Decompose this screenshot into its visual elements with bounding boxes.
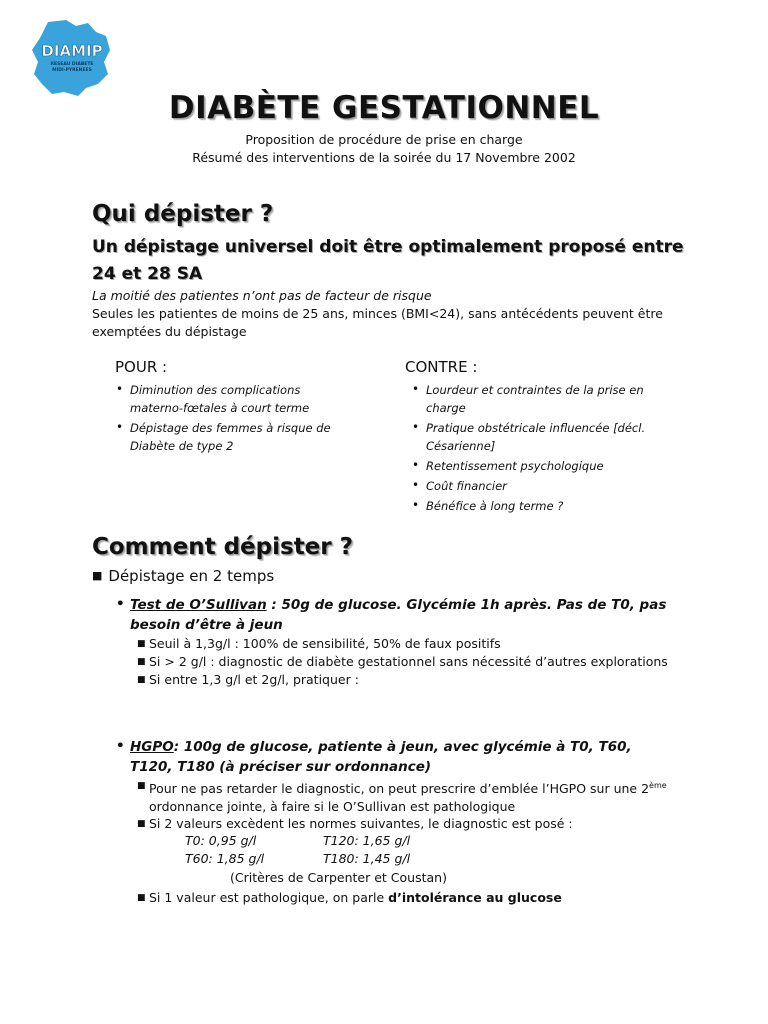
note-facteur-risque: La moitié des patientes n’ont pas de facteur de risque [92, 288, 432, 303]
list-item: ■ Si > 2 g/l : diagnostic de diabète gestationnel sans nécessité d’autres explorations [137, 653, 677, 671]
bullet-icon: • [116, 738, 125, 754]
list-item: ■ Seuil à 1,3g/l : 100% de sensibilité, 50% de faux positifs [137, 635, 677, 653]
square-bullet-icon: ■ [92, 569, 103, 582]
page-subtitle-2: Résumé des interventions de la soirée du 17 Novembre 2002 [192, 150, 576, 165]
osullivan-text: : 50g de glucose. Glycémie 1h après. Pas de T0, pas besoin d’être à jeun [130, 597, 667, 633]
diamip-logo [30, 18, 114, 98]
hgpo-item [116, 737, 676, 777]
list-item: • Pratique obstétricale influencée [décl. Césarienne] [412, 419, 662, 455]
list-item: • Bénéfice à long terme ? [412, 497, 662, 515]
list-item: • Diminution des complications materno-fœtales à court terme [116, 381, 356, 417]
hgpo-text: : 100g de glucose, patiente à jeun, avec glycémie à T0, T60, T120, T180 (à préciser sur ordonnance) [130, 739, 632, 775]
hgpo-label: HGPO [130, 739, 174, 755]
subheading-depistage-universel: Un dépistage universel doit être optimalement proposé entre 24 et 28 SA [92, 237, 684, 284]
pour-list [116, 381, 356, 457]
list-item: ■ Si 2 valeurs excèdent les normes suivantes, le diagnostic est posé : [137, 815, 677, 833]
hgpo-sublist-3 [137, 889, 677, 907]
logo-text: DIAMIP [41, 42, 103, 60]
logo-subtext-2: MIDI-PYRENEES [52, 68, 92, 73]
contre-heading: CONTRE : [405, 358, 478, 376]
section-heading-comment-depister: Comment dépister ? [92, 534, 353, 560]
hgpo-sublist-2 [137, 815, 677, 833]
osullivan-sublist [137, 635, 677, 689]
page-subtitle-1: Proposition de procédure de prise en charge [245, 132, 523, 147]
value-t180: T180: 1,45 g/l [323, 851, 411, 866]
osullivan-label: Test de O’Sullivan [130, 597, 267, 613]
bullet-depistage-2-temps [92, 567, 274, 585]
page-title: DIABÈTE GESTATIONNEL [168, 90, 600, 126]
criteres-carpenter-coustan: (Critères de Carpenter et Coustan) [230, 870, 447, 885]
list-item: • Lourdeur et contraintes de la prise en charge [412, 381, 662, 417]
list-item: • Coût financier [412, 477, 662, 495]
section-heading-qui-depister: Qui dépister ? [92, 201, 274, 227]
list-item: ■ Si entre 1,3 g/l et 2g/l, pratiquer : [137, 671, 677, 689]
bullet-icon: • [116, 596, 125, 612]
bullet-text: Dépistage en 2 temps [108, 567, 275, 585]
contre-list [412, 381, 662, 517]
list-item: • Retentissement psychologique [412, 457, 662, 475]
list-item: • Dépistage des femmes à risque de Diabète de type 2 [116, 419, 356, 455]
note-exemption: Seules les patientes de moins de 25 ans, minces (BMI<24), sans antécédents peuvent être exemptées du dépistage [92, 306, 663, 339]
pour-heading: POUR : [115, 358, 168, 376]
list-item: ■ Si 1 valeur est pathologique, on parle d’intolérance au glucose [137, 889, 677, 907]
osullivan-item [116, 595, 676, 635]
list-item: ■ Pour ne pas retarder le diagnostic, on peut prescrire d’emblée l’HGPO sur une 2ème ordonnance jointe, à faire si le O’Sullivan est pathologique [137, 777, 677, 816]
value-t120: T120: 1,65 g/l [323, 833, 411, 848]
value-t0: T0: 0,95 g/l [185, 833, 257, 848]
value-t60: T60: 1,85 g/l [185, 851, 265, 866]
logo-subtext-1: RESEAU DIABETE [50, 62, 94, 67]
hgpo-sublist-1 [137, 777, 677, 816]
